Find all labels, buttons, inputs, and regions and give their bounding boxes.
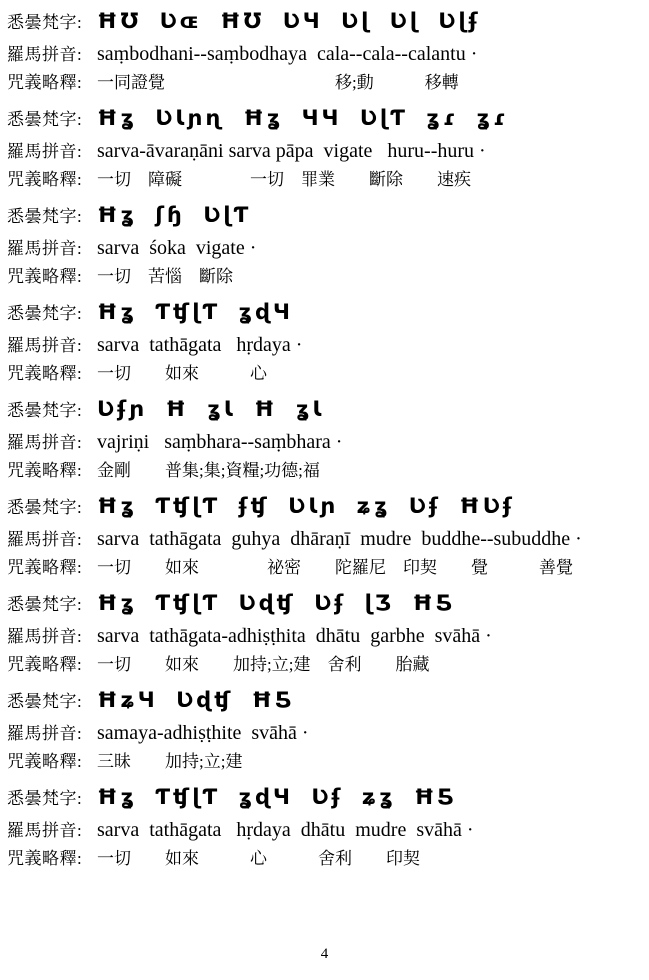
siddham-text: Ħʓ ƬʧɭƬ ʄʧ ƲƖɲ ʑʓ Ʋʄ ĦƲʄ [97, 494, 515, 518]
gloss-text: 一切 障礙 一切 罪業 斷除 速疾 [97, 170, 471, 189]
mantra-block [7, 687, 649, 784]
gloss-label: 咒義略釋: [7, 73, 83, 92]
siddham-row [7, 784, 649, 816]
roman-text: sarva śoka vigate · [97, 237, 257, 259]
gloss-row [7, 165, 649, 202]
roman-label: 羅馬拼音: [7, 627, 83, 646]
roman-row [7, 622, 649, 650]
siddham-label: 悉曇梵字: [7, 13, 83, 32]
roman-label: 羅馬拼音: [7, 433, 83, 452]
gloss-text: 一切 苦惱 斷除 [97, 267, 233, 286]
roman-text: sarva tathāgata guhya dhāraṇī mudre buddhe--subuddhe · [97, 528, 582, 550]
roman-row [7, 40, 649, 68]
roman-row [7, 428, 649, 456]
roman-row [7, 331, 649, 359]
siddham-row [7, 396, 649, 428]
siddham-row [7, 202, 649, 234]
mantra-block [7, 590, 649, 687]
siddham-text: Ħʓ ƬʧɭƬ Ʋɖʧ Ʋʄ ɭƷ ĦƼ [97, 591, 456, 615]
mantra-block [7, 299, 649, 396]
gloss-row [7, 650, 649, 687]
siddham-text: Ʋʄɲ Ħ ʓƖ Ħ ʓƖ [97, 397, 325, 421]
mantra-block [7, 8, 649, 105]
roman-text: samaya-adhiṣṭhite svāhā · [97, 722, 309, 744]
roman-text: sarva-āvaraṇāni sarva pāpa vigate huru--huru · [97, 140, 486, 162]
siddham-label: 悉曇梵字: [7, 692, 83, 711]
gloss-row [7, 553, 649, 590]
roman-row [7, 719, 649, 747]
gloss-row [7, 68, 649, 105]
gloss-row [7, 262, 649, 299]
gloss-text: 一切 如來 心 [97, 364, 267, 383]
siddham-row [7, 493, 649, 525]
blocks [7, 8, 649, 881]
siddham-text: Ħʓ ʃɧ ƲɭƬ [97, 203, 252, 227]
roman-row [7, 525, 649, 553]
siddham-text: ĦʑЧ Ʋɖʧ ĦƼ [97, 688, 295, 712]
roman-row [7, 234, 649, 262]
roman-text: vajriṇi saṃbhara--saṃbhara · [97, 431, 343, 453]
siddham-label: 悉曇梵字: [7, 498, 83, 517]
siddham-label: 悉曇梵字: [7, 789, 83, 808]
gloss-label: 咒義略釋: [7, 170, 83, 189]
gloss-row [7, 844, 649, 881]
gloss-row [7, 456, 649, 493]
siddham-row [7, 687, 649, 719]
roman-text: sarva tathāgata hṛdaya dhātu mudre svāhā · [97, 819, 474, 841]
gloss-label: 咒義略釋: [7, 558, 83, 577]
roman-row [7, 137, 649, 165]
siddham-row [7, 8, 649, 40]
gloss-text: 一切 如來 加持;立;建 舍利 胎藏 [97, 655, 430, 674]
siddham-label: 悉曇梵字: [7, 110, 83, 129]
mantra-block [7, 396, 649, 493]
roman-label: 羅馬拼音: [7, 821, 83, 840]
mantra-block [7, 105, 649, 202]
roman-text: sarva tathāgata-adhiṣṭhita dhātu garbhe svāhā · [97, 625, 492, 647]
gloss-label: 咒義略釋: [7, 461, 83, 480]
roman-label: 羅馬拼音: [7, 336, 83, 355]
gloss-label: 咒義略釋: [7, 849, 83, 868]
mantra-block [7, 202, 649, 299]
siddham-text: Ħʓ ƬʧɭƬ ʓɖЧ Ʋʄ ʑʓ ĦƼ [97, 785, 457, 809]
gloss-label: 咒義略釋: [7, 267, 83, 286]
siddham-row [7, 105, 649, 137]
siddham-text: Ħʓ ƲƖɲɳ Ħʓ ЧЧ ƲɭƬ ʓɾ ʓɾ [97, 106, 509, 130]
gloss-text: 三昧 加持;立;建 [97, 752, 243, 771]
gloss-text: 一同證覺 移;動 移轉 [97, 73, 459, 92]
siddham-text: Ħʓ ƬʧɭƬ ʓɖЧ [97, 300, 294, 324]
siddham-row [7, 590, 649, 622]
mantra-block [7, 784, 649, 881]
siddham-label: 悉曇梵字: [7, 207, 83, 226]
siddham-label: 悉曇梵字: [7, 304, 83, 323]
roman-text: saṃbodhani--saṃbodhaya cala--cala--calantu · [97, 43, 478, 65]
roman-label: 羅馬拼音: [7, 45, 83, 64]
siddham-label: 悉曇梵字: [7, 401, 83, 420]
gloss-text: 一切 如來 祕密 陀羅尼 印契 覺 善覺 [97, 558, 573, 577]
siddham-row [7, 299, 649, 331]
roman-text: sarva tathāgata hṛdaya · [97, 334, 303, 356]
gloss-text: 一切 如來 心 舍利 印契 [97, 849, 420, 868]
roman-row [7, 816, 649, 844]
roman-label: 羅馬拼音: [7, 142, 83, 161]
mantra-block [7, 493, 649, 590]
roman-label: 羅馬拼音: [7, 530, 83, 549]
gloss-label: 咒義略釋: [7, 655, 83, 674]
siddham-text: ĦƱ Ʋɶ ĦƱ ƲЧ Ʋɭ Ʋɭ Ʋɭʄ [97, 9, 481, 33]
gloss-label: 咒義略釋: [7, 752, 83, 771]
roman-label: 羅馬拼音: [7, 239, 83, 258]
gloss-row [7, 747, 649, 784]
page-number: 4 [320, 946, 329, 962]
gloss-text: 金剛 普集;集;資糧;功德;福 [97, 461, 320, 480]
gloss-row [7, 359, 649, 396]
gloss-label: 咒義略釋: [7, 364, 83, 383]
siddham-label: 悉曇梵字: [7, 595, 83, 614]
roman-label: 羅馬拼音: [7, 724, 83, 743]
